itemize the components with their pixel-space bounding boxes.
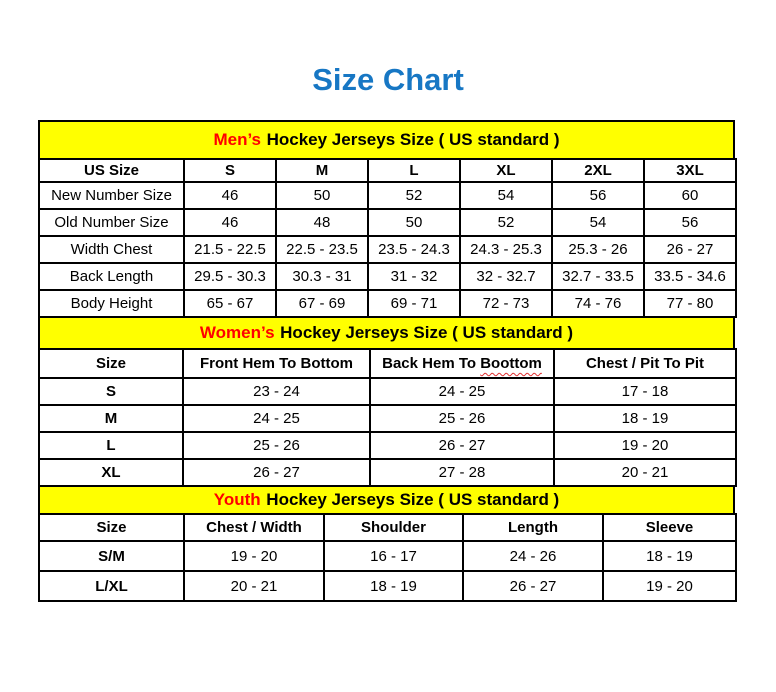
table-row — [39, 541, 736, 571]
table-cell: 26 - 27 — [463, 571, 603, 601]
table-cell: 56 — [644, 209, 736, 236]
table-cell: 23.5 - 24.3 — [368, 236, 460, 263]
table-row — [39, 378, 736, 405]
row-label: M — [39, 405, 183, 432]
table-cell: 74 - 76 — [552, 290, 644, 317]
table-cell: 27 - 28 — [370, 459, 554, 486]
table-cell: 18 - 19 — [324, 571, 463, 601]
row-label: S — [39, 378, 183, 405]
youth-section-banner — [38, 485, 735, 515]
row-label: S/M — [39, 541, 184, 571]
table-cell: 32 - 32.7 — [460, 263, 552, 290]
table-cell: 69 - 71 — [368, 290, 460, 317]
column-header: XL — [460, 159, 552, 182]
table-row — [39, 263, 736, 290]
womens-banner-text: Hockey Jerseys Size ( US standard ) — [280, 323, 574, 342]
table-cell: 20 - 21 — [184, 571, 324, 601]
table-row — [39, 459, 736, 486]
table-cell: 60 — [644, 182, 736, 209]
table-row — [39, 182, 736, 209]
youth-banner-text: Hockey Jerseys Size ( US standard ) — [266, 490, 560, 509]
mens-banner-accent-word: Men’s — [213, 130, 261, 149]
table-row — [39, 432, 736, 459]
mens-section-banner — [38, 120, 735, 160]
table-cell: 17 - 18 — [554, 378, 736, 405]
row-label: XL — [39, 459, 183, 486]
table-cell: 31 - 32 — [368, 263, 460, 290]
row-label: New Number Size — [39, 182, 184, 209]
table-cell: 32.7 - 33.5 — [552, 263, 644, 290]
table-cell: 67 - 69 — [276, 290, 368, 317]
table-cell: 18 - 19 — [554, 405, 736, 432]
table-cell: 54 — [460, 182, 552, 209]
row-label: Body Height — [39, 290, 184, 317]
table-row — [39, 571, 736, 601]
mens-header-row — [39, 159, 736, 182]
column-header-text: Back Hem To — [382, 355, 477, 372]
misspelled-word-squiggle: Boottom — [480, 355, 542, 372]
column-header: S — [184, 159, 276, 182]
youth-size-table — [38, 513, 737, 602]
column-header: Front Hem To Bottom — [183, 349, 370, 378]
table-cell: 22.5 - 23.5 — [276, 236, 368, 263]
table-cell: 29.5 - 30.3 — [184, 263, 276, 290]
table-cell: 19 - 20 — [603, 571, 736, 601]
table-cell: 24.3 - 25.3 — [460, 236, 552, 263]
column-header: Shoulder — [324, 514, 463, 541]
row-label: Width Chest — [39, 236, 184, 263]
youth-banner-accent-word: Youth — [213, 490, 261, 509]
column-header: US Size — [39, 159, 184, 182]
table-cell: 20 - 21 — [554, 459, 736, 486]
table-cell: 23 - 24 — [183, 378, 370, 405]
table-cell: 48 — [276, 209, 368, 236]
youth-header-row — [39, 514, 736, 541]
table-cell: 25 - 26 — [183, 432, 370, 459]
table-cell: 25 - 26 — [370, 405, 554, 432]
table-cell: 46 — [184, 182, 276, 209]
table-row — [39, 209, 736, 236]
column-header: L — [368, 159, 460, 182]
table-cell: 54 — [552, 209, 644, 236]
womens-section-banner — [38, 316, 735, 350]
mens-size-table — [38, 158, 737, 318]
table-cell: 56 — [552, 182, 644, 209]
size-chart-tables — [38, 120, 735, 602]
column-header — [370, 349, 554, 378]
row-label: Old Number Size — [39, 209, 184, 236]
column-header: M — [276, 159, 368, 182]
table-cell: 24 - 25 — [370, 378, 554, 405]
table-cell: 26 - 27 — [370, 432, 554, 459]
womens-banner-accent-word: Women’s — [199, 323, 275, 342]
womens-header-row — [39, 349, 736, 378]
column-header: Chest / Pit To Pit — [554, 349, 736, 378]
table-row — [39, 236, 736, 263]
row-label: L/XL — [39, 571, 184, 601]
table-cell: 33.5 - 34.6 — [644, 263, 736, 290]
column-header: Chest / Width — [184, 514, 324, 541]
table-cell: 46 — [184, 209, 276, 236]
table-cell: 52 — [460, 209, 552, 236]
table-cell: 72 - 73 — [460, 290, 552, 317]
table-row — [39, 405, 736, 432]
table-cell: 18 - 19 — [603, 541, 736, 571]
table-cell: 25.3 - 26 — [552, 236, 644, 263]
column-header: 2XL — [552, 159, 644, 182]
table-cell: 26 - 27 — [183, 459, 370, 486]
column-header: Sleeve — [603, 514, 736, 541]
row-label: Back Length — [39, 263, 184, 290]
table-cell: 65 - 67 — [184, 290, 276, 317]
page-title: Size Chart — [312, 62, 464, 97]
table-cell: 52 — [368, 182, 460, 209]
table-row — [39, 290, 736, 317]
column-header: Length — [463, 514, 603, 541]
table-cell: 24 - 25 — [183, 405, 370, 432]
mens-banner-text: Hockey Jerseys Size ( US standard ) — [266, 130, 560, 149]
table-cell: 30.3 - 31 — [276, 263, 368, 290]
column-header: Size — [39, 514, 184, 541]
column-header: 3XL — [644, 159, 736, 182]
table-cell: 16 - 17 — [324, 541, 463, 571]
table-cell: 24 - 26 — [463, 541, 603, 571]
table-cell: 50 — [276, 182, 368, 209]
table-cell: 77 - 80 — [644, 290, 736, 317]
womens-size-table — [38, 348, 737, 487]
table-cell: 50 — [368, 209, 460, 236]
table-cell: 19 - 20 — [184, 541, 324, 571]
table-cell: 21.5 - 22.5 — [184, 236, 276, 263]
table-cell: 26 - 27 — [644, 236, 736, 263]
row-label: L — [39, 432, 183, 459]
table-cell: 19 - 20 — [554, 432, 736, 459]
column-header: Size — [39, 349, 183, 378]
